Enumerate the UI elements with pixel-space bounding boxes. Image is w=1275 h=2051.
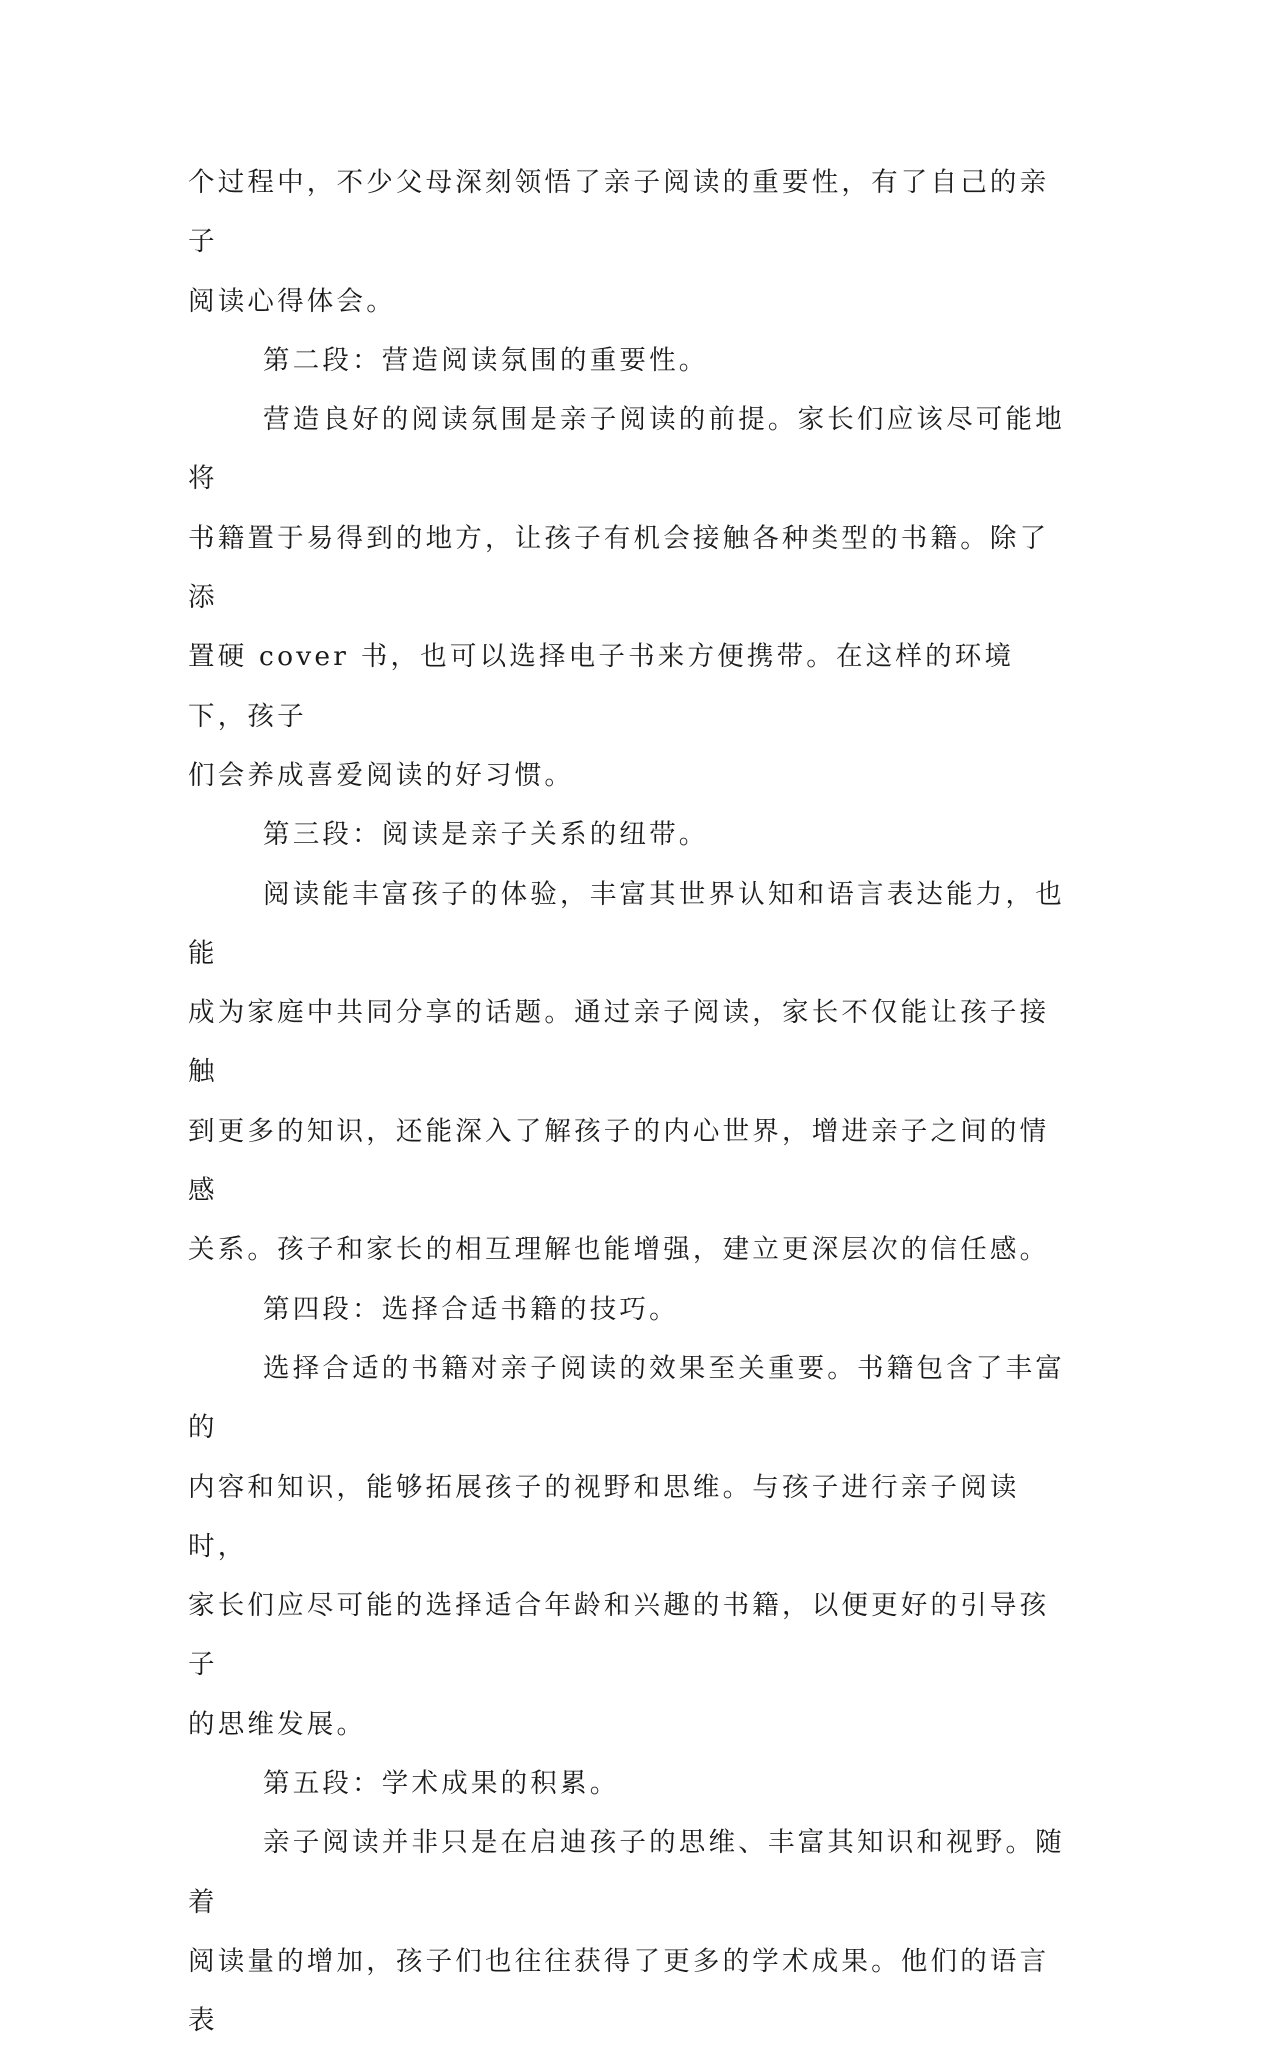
section-heading bbox=[188, 331, 1068, 390]
body-paragraph bbox=[188, 390, 1068, 805]
section-heading bbox=[188, 805, 1068, 864]
text-line: 成为家庭中共同分享的话题。通过亲子阅读，家长不仅能让孩子接触 bbox=[188, 997, 1050, 1088]
section-heading bbox=[188, 1280, 1068, 1339]
text-line: 置硬 cover 书，也可以选择电子书来方便携带。在这样的环境下，孩子 bbox=[188, 641, 1015, 732]
text-line: 到更多的知识，还能深入了解孩子的内心世界，增进亲子之间的情感 bbox=[188, 1115, 1050, 1207]
text-line: 关系。孩子和家长的相互理解也能增强，建立更深层次的信任感。 bbox=[188, 1234, 1050, 1266]
section-heading bbox=[188, 1754, 1068, 1813]
text-line: 营造良好的阅读氛围是亲子阅读的前提。家长们应该尽可能地将 bbox=[188, 404, 1065, 495]
text-line: 选择合适的书籍对亲子阅读的效果至关重要。书籍包含了丰富的 bbox=[188, 1352, 1065, 1444]
text-line: 亲子阅读并非只是在启迪孩子的思维、丰富其知识和视野。随着 bbox=[188, 1827, 1065, 1918]
text-line: 第五段：学术成果的积累。 bbox=[263, 1768, 620, 1800]
text-line: 们会养成喜爱阅读的好习惯。 bbox=[188, 759, 575, 791]
text-line: 个过程中，不少父母深刻领悟了亲子阅读的重要性，有了自己的亲子 bbox=[188, 167, 1050, 258]
text-line: 第三段：阅读是亲子关系的纽带。 bbox=[263, 819, 709, 851]
document-body bbox=[188, 153, 1068, 2051]
text-line: 第二段：营造阅读氛围的重要性。 bbox=[263, 344, 709, 376]
text-line: 第四段：选择合适书籍的技巧。 bbox=[263, 1293, 679, 1325]
body-paragraph bbox=[188, 1813, 1068, 2050]
text-line: 阅读量的增加，孩子们也往往获得了更多的学术成果。他们的语言表 bbox=[188, 1945, 1050, 2037]
text-line: 的思维发展。 bbox=[188, 1708, 367, 1740]
body-paragraph bbox=[188, 153, 1068, 331]
text-line: 家长们应尽可能的选择适合年龄和兴趣的书籍，以便更好的引导孩子 bbox=[188, 1590, 1050, 1681]
body-paragraph bbox=[188, 1339, 1068, 1754]
text-line: 内容和知识，能够拓展孩子的视野和思维。与孩子进行亲子阅读时， bbox=[188, 1471, 1020, 1562]
text-line: 阅读心得体会。 bbox=[188, 285, 396, 317]
text-line: 书籍置于易得到的地方，让孩子有机会接触各种类型的书籍。除了添 bbox=[188, 522, 1050, 614]
text-line: 阅读能丰富孩子的体验，丰富其世界认知和语言表达能力，也能 bbox=[188, 878, 1065, 969]
body-paragraph bbox=[188, 865, 1068, 1280]
